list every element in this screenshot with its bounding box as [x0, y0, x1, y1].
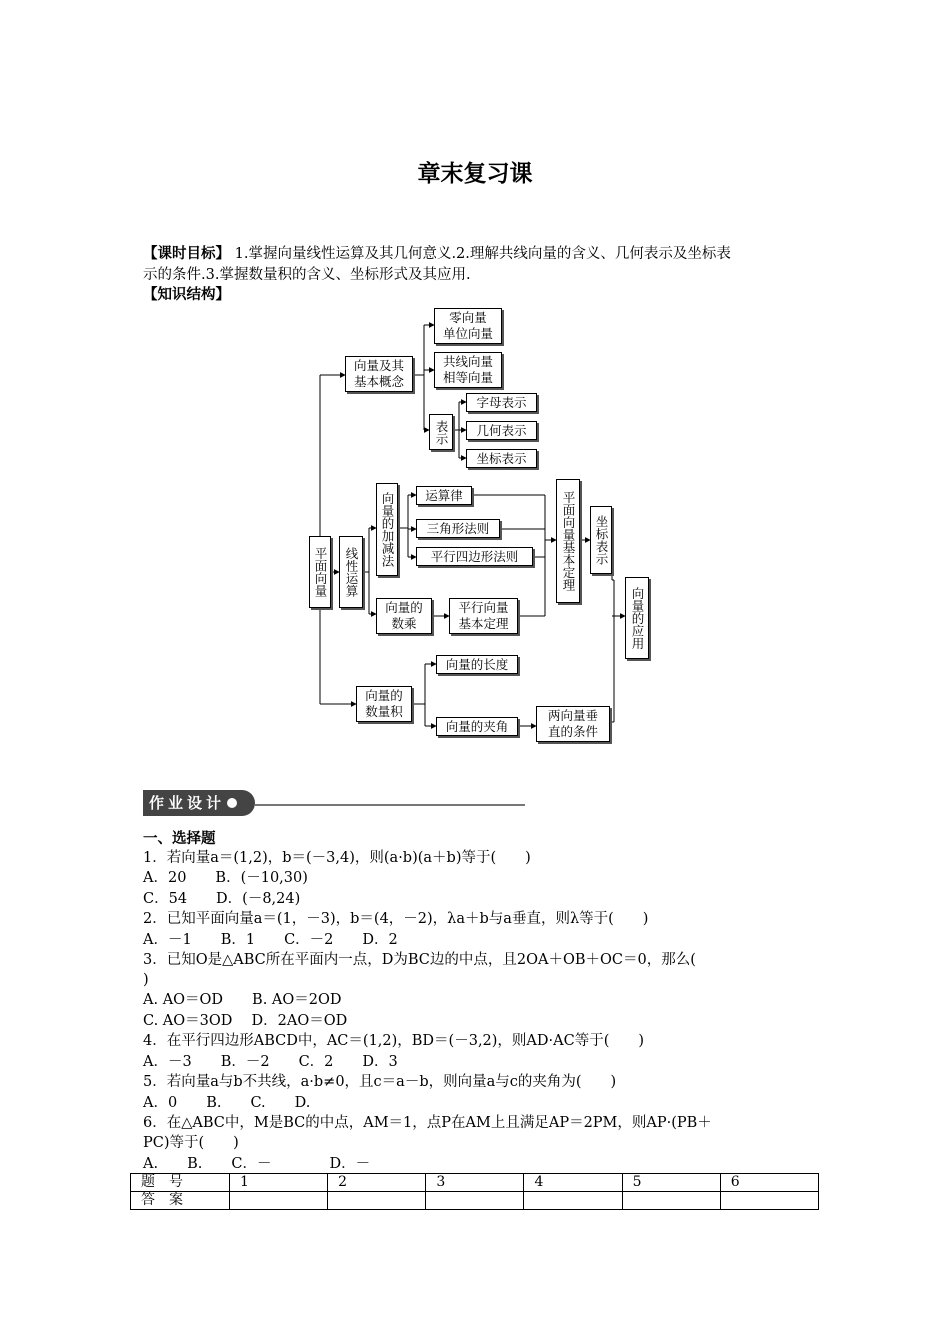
q5-stem: 5．若向量a与b不共线，a·b≠0，且c＝a－b，则向量a与c的夹角为( ) — [143, 1074, 617, 1090]
repr-coord-box: 坐标表示 — [466, 449, 537, 468]
scalar-mult-line-1: 向量的 — [385, 600, 423, 615]
perp-line-2: 直的条件 — [547, 724, 598, 739]
banner-label: 作业设计 — [149, 794, 226, 812]
table-header-cell: 题 号 — [131, 1174, 230, 1192]
answer-input-cell[interactable] — [720, 1192, 818, 1210]
q2-options: A．－1 B．1 C．－2 D．2 — [143, 932, 398, 948]
dot-product-line-1: 向量的 — [365, 688, 403, 703]
parallel-theorem-line-1: 平行向量 — [458, 600, 509, 615]
coord-repr-box: 坐标表示 — [590, 506, 612, 574]
q3-options-cd: C. AO＝3OD D．2AO＝OD — [143, 1013, 348, 1029]
collinear-vector-label: 共线向量 — [442, 354, 493, 369]
zero-unit-vector-box — [434, 308, 502, 344]
parallel-theorem-line-2: 基本定理 — [458, 616, 509, 631]
table-header-cell: 答 案 — [131, 1192, 230, 1210]
table-cell: 1 — [230, 1174, 328, 1192]
table-cell: 3 — [426, 1174, 524, 1192]
table-row — [131, 1192, 819, 1210]
repr-geo-box: 几何表示 — [466, 421, 537, 440]
answer-input-cell[interactable] — [230, 1192, 328, 1210]
application-box: 向量的应用 — [625, 577, 649, 659]
zero-vector-label: 零向量 — [449, 310, 487, 325]
angle-box: 向量的夹角 — [436, 717, 518, 736]
q2-stem: 2．已知平面向量a＝(1，－3)，b＝(4，－2)，λa＋b与a垂直，则λ等于( ) — [143, 911, 649, 927]
laws-box: 运算律 — [416, 486, 472, 505]
unit-vector-label: 单位向量 — [442, 326, 493, 341]
triangle-rule-box: 三角形法则 — [416, 519, 500, 538]
collinear-equal-box — [434, 352, 502, 388]
page-title: 章末复习课 — [417, 161, 533, 187]
perp-condition-box — [536, 706, 610, 742]
answer-input-cell[interactable] — [426, 1192, 524, 1210]
plane-theorem-box: 平面向量基本定理 — [556, 479, 580, 603]
table-cell: 2 — [328, 1174, 426, 1192]
goals-label: 【课时目标】 — [143, 245, 230, 262]
q5-options: A．0 B. C. D. — [143, 1095, 311, 1111]
repr-letter-box: 字母表示 — [466, 393, 537, 412]
length-box: 向量的长度 — [436, 655, 518, 674]
add-sub-box: 向量的加减法 — [376, 483, 398, 576]
table-cell: 4 — [524, 1174, 622, 1192]
concept-label: 向量及其基本概念 — [353, 358, 404, 389]
equal-vector-label: 相等向量 — [442, 370, 493, 385]
answer-input-cell[interactable] — [524, 1192, 622, 1210]
q6-stem-1: 6．在△ABC中，M是BC的中点，AM＝1，点P在AM上且满足AP＝2PM，则AP·(PB＋ — [143, 1115, 712, 1131]
q3-stem-1: 3．已知O是△ABC所在平面内一点，D为BC边的中点，且2OA＋OB＋OC＝0，那么( — [143, 952, 696, 968]
q6-options: A. B. C．－ D．－ — [143, 1156, 371, 1172]
goals-text-1: 1.掌握向量线性运算及其几何意义.2.理解共线向量的含义、几何表示及坐标表 — [234, 246, 731, 262]
parallel-theorem-box — [449, 598, 518, 634]
q6-stem-2: PC)等于( ) — [143, 1135, 239, 1151]
q3-stem-2: ) — [143, 972, 149, 988]
banner-dot-icon — [227, 798, 237, 808]
parallelogram-rule-box: 平行四边形法则 — [416, 547, 533, 566]
table-cell: 6 — [720, 1174, 818, 1192]
q1-stem: 1．若向量a＝(1,2)，b＝(－3,4)，则(a·b)(a＋b)等于( ) — [143, 850, 531, 866]
root-box: 平面向量 — [309, 536, 331, 608]
section-heading: 一、选择题 — [143, 830, 216, 847]
concept-box — [345, 356, 413, 392]
dot-product-line-2: 数量积 — [365, 704, 403, 719]
answer-input-cell[interactable] — [328, 1192, 426, 1210]
scalar-mult-box — [376, 598, 432, 634]
q1-options-ab: A．20 B．(－10,30) — [143, 870, 308, 886]
perp-line-1: 两向量垂 — [547, 708, 598, 723]
q3-options-ab: A. AO＝OD B. AO＝2OD — [143, 992, 342, 1008]
answer-input-cell[interactable] — [622, 1192, 720, 1210]
q1-options-cd: C．54 D．(－8,24) — [143, 891, 301, 907]
table-cell: 5 — [622, 1174, 720, 1192]
goals-line-2: 示的条件.3.掌握数量积的含义、坐标形式及其应用. — [143, 267, 471, 283]
scalar-mult-line-2: 数乘 — [391, 616, 417, 631]
repr-box: 表示 — [429, 414, 453, 450]
dot-product-box — [356, 686, 412, 722]
q4-options: A．－3 B．－2 C．2 D．3 — [143, 1054, 398, 1070]
table-row — [131, 1174, 819, 1192]
banner-rule — [255, 804, 525, 806]
answer-table — [130, 1173, 819, 1210]
homework-banner — [143, 790, 255, 816]
q4-stem: 4．在平行四边形ABCD中，AC＝(1,2)，BD＝(－3,2)，则AD·AC等于( ) — [143, 1033, 645, 1049]
linear-ops-box: 线性运算 — [339, 536, 363, 608]
structure-label: 【知识结构】 — [143, 286, 230, 303]
